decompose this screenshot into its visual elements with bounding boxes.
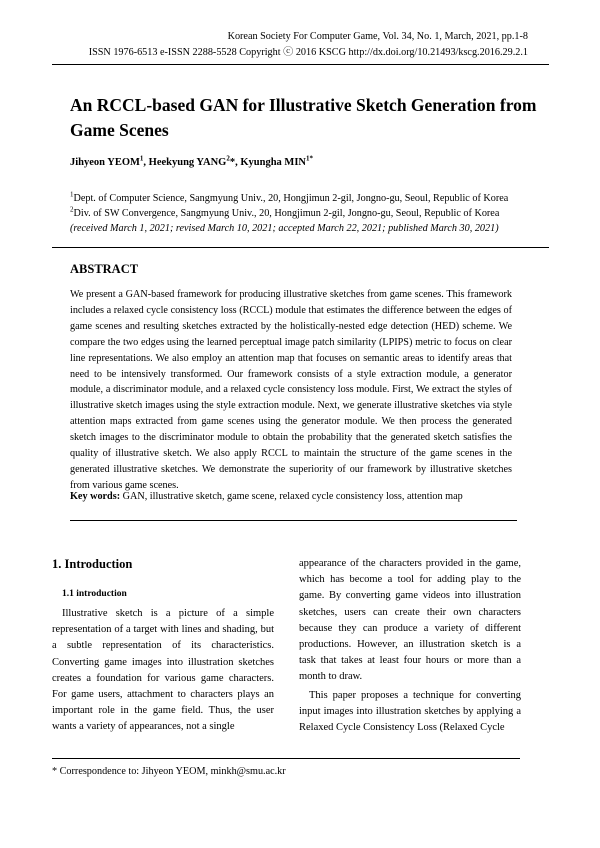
author-name: Heekyung YANG bbox=[148, 157, 227, 168]
affiliation-text: Div. of SW Convergence, Sangmyung Univ., 20, Hongjimun 2-gil, Jongno-gu, Seoul, Republic of Korea bbox=[73, 208, 500, 219]
author-mark: 1 bbox=[139, 154, 144, 163]
paper-title: An RCCL-based GAN for Illustrative Sketch Generation from Game Scenes bbox=[70, 95, 537, 140]
header-rule bbox=[52, 64, 549, 65]
author-name: Kyungha MIN bbox=[240, 157, 306, 168]
abstract-top-rule bbox=[52, 247, 549, 248]
keywords-text: GAN, illustrative sketch, game scene, relaxed cycle consistency loss, attention map bbox=[122, 491, 463, 502]
affiliation-mark: 1 bbox=[70, 190, 74, 199]
body-paragraph: appearance of the characters provided in the game, which has become a tool for adding play to the game. By converting game videos into illustration sketches, users can create their own characters because they can produce a variety of different productions. However, an illustration sketch is a task that takes at least four hours or more than a month to draw. bbox=[299, 558, 521, 683]
right-column bbox=[299, 556, 521, 736]
left-column bbox=[52, 555, 274, 736]
journal-header: Korean Society For Computer Game, Vol. 34, No. 1, March, 2021, pp.1-8 bbox=[227, 31, 528, 42]
affiliation-2 bbox=[70, 207, 499, 220]
section-heading: 1. Introduction bbox=[52, 557, 133, 571]
keywords-label: Key words: bbox=[70, 491, 121, 502]
author-mark: 1* bbox=[306, 154, 313, 163]
abstract-heading: ABSTRACT bbox=[70, 262, 139, 276]
author-name: Jihyeon YEOM bbox=[70, 157, 140, 168]
author-corresponding-mark: * bbox=[229, 157, 236, 168]
keywords bbox=[70, 491, 530, 502]
issn-line: ISSN 1976-6513 e-ISSN 2288-5528 Copyright ⓒ 2016 KSCG http://dx.doi.org/10.21493/kscg.2016.29.2.1 bbox=[88, 47, 528, 58]
author-list bbox=[70, 154, 313, 168]
author-separator: , bbox=[143, 157, 149, 168]
subsection-heading: 1.1 introduction bbox=[62, 589, 127, 599]
body-paragraph: Illustrative sketch is a picture of a simple representation of a target with lines and shading, but a subtle representation of its characteristics. Converting game images into illustration sketches creates a foundation for various game characters. For game users, attachment to characters plays an important role in the game field. Thus, the user wants a variety of appearances, not a single bbox=[52, 608, 274, 733]
correspondence-footnote: * Correspondence to: Jihyeon YEOM, minkh@smu.ac.kr bbox=[52, 766, 286, 777]
affiliation-text: Dept. of Computer Science, Sangmyung Univ., 20, Hongjimun 2-gil, Jongno-gu, Seoul, Republic of Korea bbox=[73, 193, 509, 204]
affiliation-1 bbox=[70, 192, 508, 205]
abstract-body: We present a GAN-based framework for producing illustrative sketches from game scenes. This framework includes a relaxed cycle consistency loss (RCCL) module that estimates the difference between the edges of game scenes and resulting sketches extracted by the holistically-nested edge detection (HED) scheme. We compare the two edges using the learned perceptual image patch similarity (LPIPS) metric to focus on clear line representations. We also employ an attention map that focuses on semantic areas to identify areas that need to be intensively transformed. Our framework consists of a style extraction module, a generator module, a discriminator module, and a relaxed cycle consistency loss module. First, We extract the styles of illustrative sketch images using the style extraction module. Next, we generate illustrative sketches via style attention maps extracted from game scenes using the generator module. We then process the generated sketch images to the discriminator module to obtain the probability that the generated sketch satisfies the quality of illustrative sketch. We also apply RCCL to maintain the structure of the game scenes in the generated illustrative sketches. We demonstrate the superiority of our framework by illustrative sketches from various game scenes. bbox=[70, 289, 512, 491]
author-mark: 2 bbox=[226, 154, 230, 163]
footnote-rule bbox=[52, 758, 520, 759]
body-paragraph: This paper proposes a technique for converting input images into illustration sketches by applying a Relaxed Cycle Consistency Loss (Relaxed Cycle bbox=[299, 689, 521, 734]
affiliation-mark: 2 bbox=[70, 205, 74, 214]
author-separator: , bbox=[235, 157, 241, 168]
abstract-bottom-rule bbox=[70, 520, 517, 521]
publication-dates: (received March 1, 2021; revised March 10, 2021; accepted March 22, 2021; published March 30, 2021) bbox=[70, 223, 499, 234]
